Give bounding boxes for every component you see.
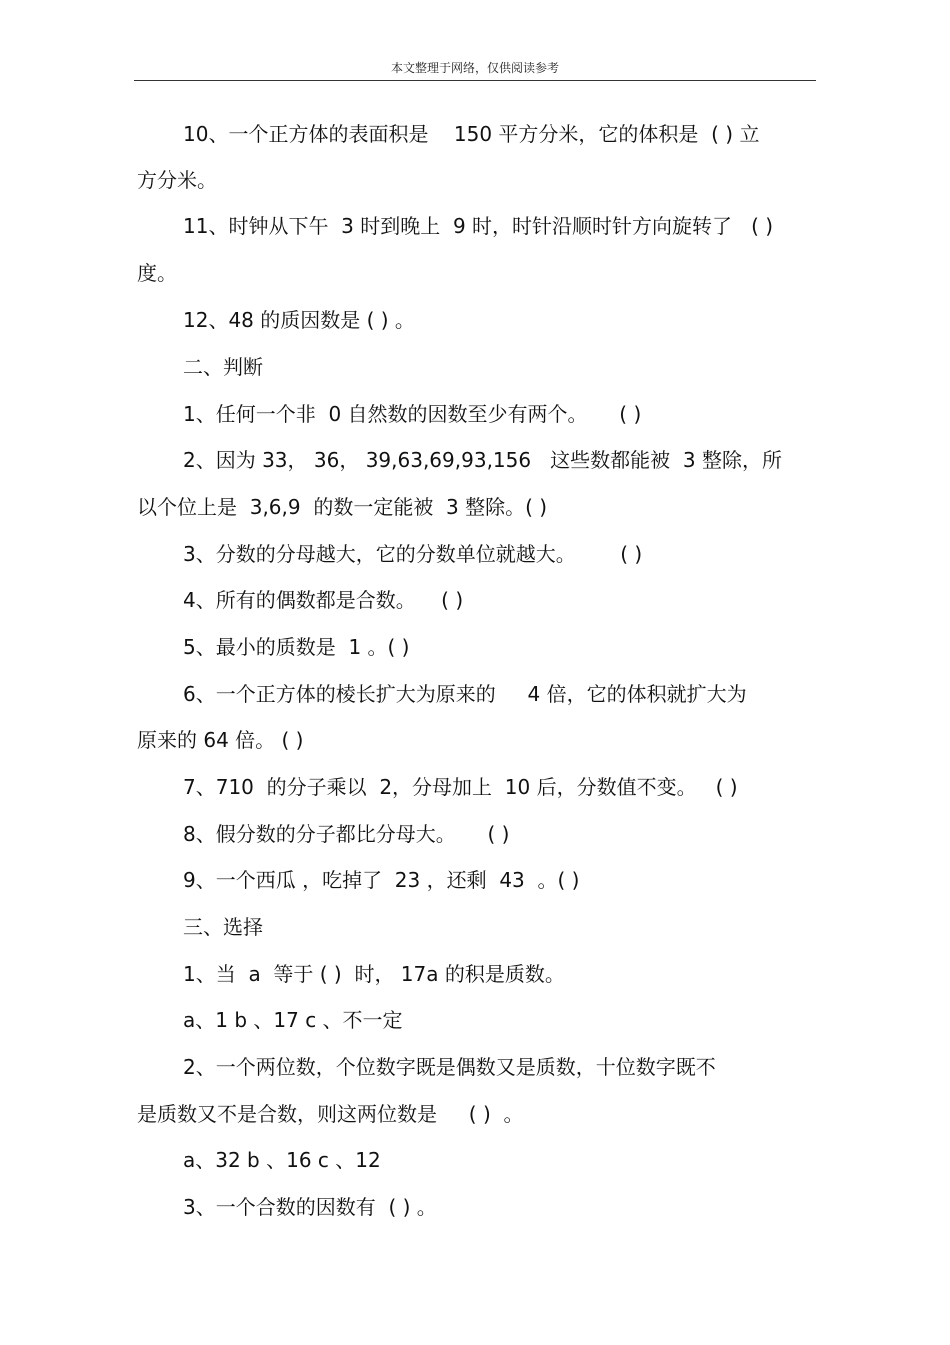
judgement-9: 9、一个西瓜 ，吃掉了 23 ，还剩 43 。( ) [183,868,580,892]
section-choice-heading: 三、选择 [183,915,263,939]
judgement-1: 1、任何一个非 0 自然数的因数至少有两个。 ( ) [183,402,642,426]
judgement-2-line-1: 2、因为 33， 36， 39,63,69,93,156 这些数都能被 3 整除，所 [183,448,782,472]
choice-2-options: a、32 b 、16 c 、12 [183,1148,381,1172]
choice-2-line-2: 是质数又不是合数，则这两位数是 ( ) 。 [137,1102,524,1126]
judgement-4: 4、所有的偶数都是合数。 ( ) [183,588,464,612]
question-10-line-1: 10、一个正方体的表面积是 150 平方分米，它的体积是 ( ) 立 [183,122,760,146]
choice-1: 1、当 a 等于 ( ) 时， 17a 的积是质数。 [183,962,565,986]
choice-2-line-1: 2、一个两位数，个位数字既是偶数又是质数，十位数字既不 [183,1055,716,1079]
judgement-2-line-2: 以个位上是 3,6,9 的数一定能被 3 整除。( ) [137,495,548,519]
choice-3: 3、一个合数的因数有 ( ) 。 [183,1195,437,1219]
judgement-3: 3、分数的分母越大，它的分数单位就越大。 ( ) [183,542,643,566]
question-10-line-2: 方分米。 [137,168,217,192]
header-divider [134,80,816,81]
question-11-line-2: 度。 [137,261,177,285]
section-judgement-heading: 二、判断 [183,355,263,379]
question-12: 12、48 的质因数是 ( ) 。 [183,308,415,332]
judgement-6-line-1: 6、一个正方体的棱长扩大为原来的 4 倍，它的体积就扩大为 [183,682,747,706]
page-header: 本文整理于网络，仅供阅读参考 [390,61,559,75]
judgement-7: 7、710 的分子乘以 2，分母加上 10 后，分数值不变。 ( ) [183,775,738,799]
judgement-5: 5、最小的质数是 1 。( ) [183,635,410,659]
question-11-line-1: 11、时钟从下午 3 时到晚上 9 时，时针沿顺时针方向旋转了 ( ) [183,214,774,238]
judgement-6-line-2: 原来的 64 倍。 ( ) [137,728,304,752]
choice-1-options: a、1 b 、17 c 、不一定 [183,1008,403,1032]
judgement-8: 8、假分数的分子都比分母大。 ( ) [183,822,510,846]
